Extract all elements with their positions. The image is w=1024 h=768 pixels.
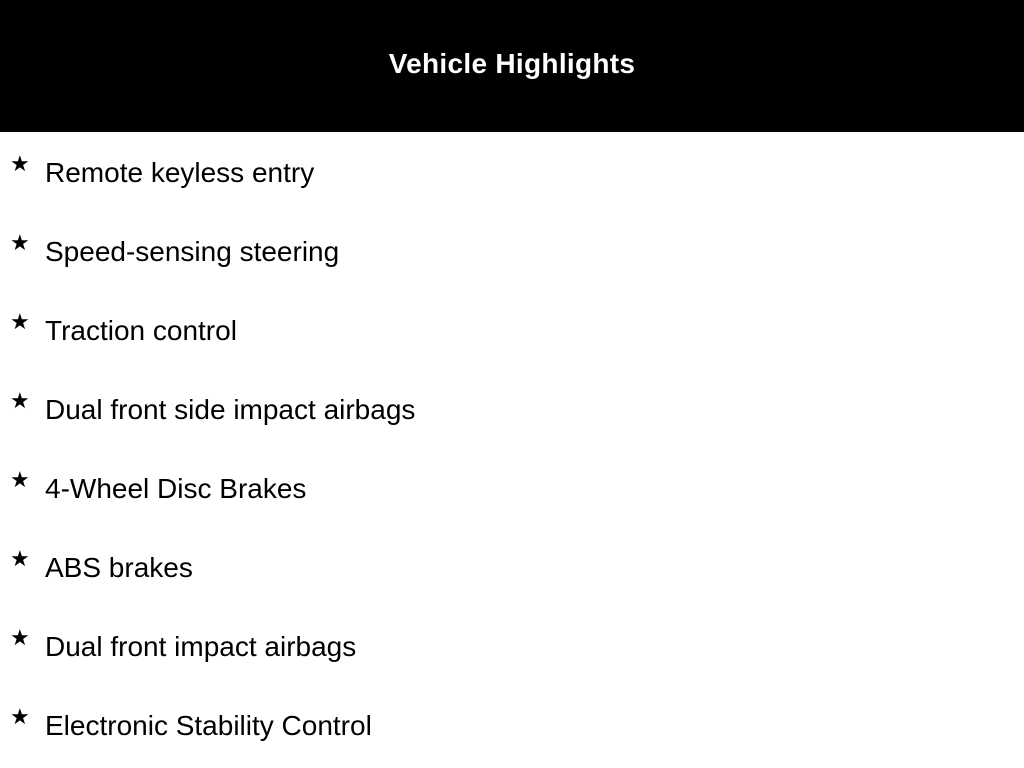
list-item xyxy=(0,385,1024,425)
star-icon: ★ xyxy=(10,310,30,335)
list-item xyxy=(0,543,1024,583)
list-item xyxy=(0,227,1024,267)
list-item xyxy=(0,622,1024,662)
list-item xyxy=(0,306,1024,346)
page-title: Vehicle Highlights xyxy=(388,48,636,79)
list-item xyxy=(0,701,1024,741)
highlight-label: Speed-sensing steering xyxy=(45,236,340,267)
star-icon: ★ xyxy=(10,231,30,256)
highlight-label: ABS brakes xyxy=(45,552,193,583)
star-icon: ★ xyxy=(10,389,30,414)
star-icon: ★ xyxy=(10,468,30,493)
list-item xyxy=(0,148,1024,188)
highlight-label: Dual front side impact airbags xyxy=(45,394,416,425)
highlight-label: 4-Wheel Disc Brakes xyxy=(45,473,307,504)
highlight-label: Traction control xyxy=(45,315,237,346)
star-icon: ★ xyxy=(10,705,30,730)
header-bar xyxy=(0,0,1024,132)
star-icon: ★ xyxy=(10,547,30,572)
highlights-list xyxy=(0,132,1024,768)
highlight-label: Dual front impact airbags xyxy=(45,631,357,662)
list-item xyxy=(0,464,1024,504)
star-icon: ★ xyxy=(10,152,30,177)
highlight-label: Remote keyless entry xyxy=(45,157,315,188)
highlight-label: Electronic Stability Control xyxy=(45,710,372,741)
star-icon: ★ xyxy=(10,626,30,651)
